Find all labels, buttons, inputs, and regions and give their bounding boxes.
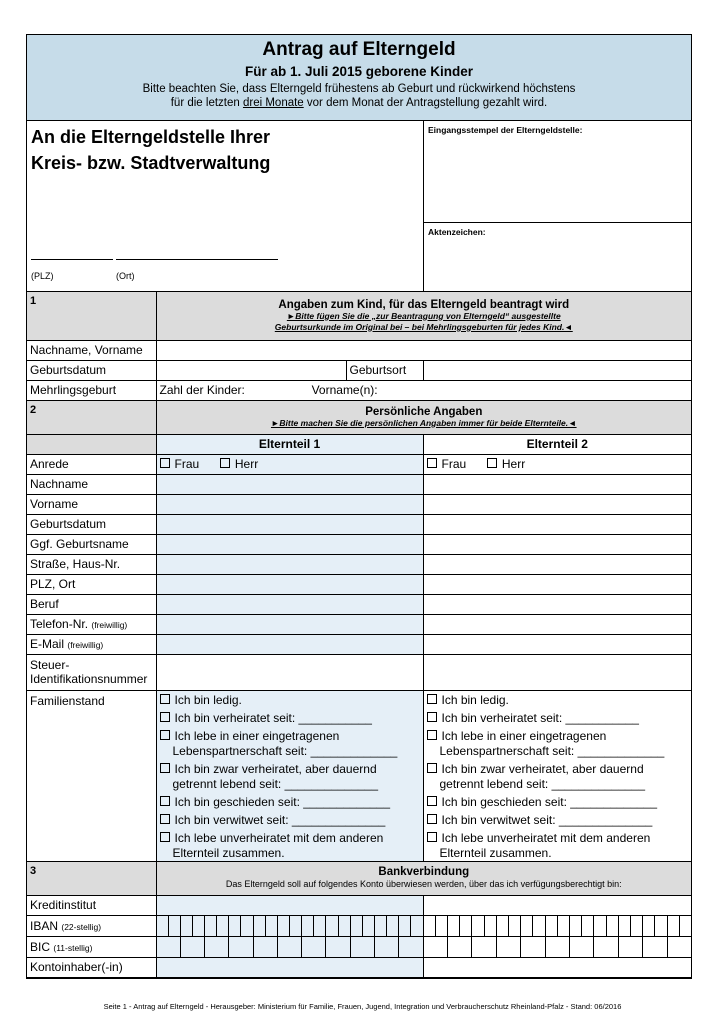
p1-partnerschaft-checkbox[interactable] [160,730,170,740]
parent2-vorname-input[interactable] [423,494,691,514]
plz-input[interactable] [31,259,113,260]
child-birthplace-label: Geburtsort [346,360,423,380]
email-label: E-Mail (freiwillig) [27,634,156,654]
child-birthdate-label: Geburtsdatum [27,360,156,380]
parent1-kontoinhaber-input[interactable] [156,957,423,977]
parent1-iban-boxes[interactable] [156,915,423,936]
parent2-strasse-input[interactable] [423,554,691,574]
section2-number: 2 [27,400,156,434]
parent2-email-input[interactable] [423,634,691,654]
parent2-geburtsdatum-input[interactable] [423,514,691,534]
strasse-label: Straße, Haus-Nr. [27,554,156,574]
parent1-frau-checkbox[interactable] [160,458,170,468]
nachname-label: Nachname [27,474,156,494]
vorname-label: Vorname [27,494,156,514]
telefon-label: Telefon-Nr. (freiwillig) [27,614,156,634]
child-name-input[interactable] [156,340,691,360]
p2-ledig-checkbox[interactable] [427,694,437,704]
parent1-plz-ort-input[interactable] [156,574,423,594]
form-title: Antrag auf Elterngeld [262,39,456,60]
child-birthdate-input[interactable] [156,360,346,380]
parent1-header: Elternteil 1 [156,434,423,454]
parent1-beruf-input[interactable] [156,594,423,614]
bic-label: BIC (11-stellig) [27,936,156,957]
parent2-bic-boxes[interactable] [423,936,691,957]
parent1-vorname-input[interactable] [156,494,423,514]
ort-label: (Ort) [116,271,135,281]
p1-geschieden-checkbox[interactable] [160,796,170,806]
multiple-birth-label: Mehrlingsgeburt [27,380,156,400]
p1-unverheiratet-checkbox[interactable] [160,832,170,842]
plz-ort-label: PLZ, Ort [27,574,156,594]
parent1-geburtsname-input[interactable] [156,534,423,554]
p2-partnerschaft-checkbox[interactable] [427,730,437,740]
parent2-steuer-id-boxes[interactable] [423,654,691,690]
kreditinstitut-label: Kreditinstitut [27,895,156,915]
parent-header-empty [27,434,156,454]
parent2-kreditinstitut-input[interactable] [423,895,691,915]
section3-number: 3 [27,861,156,895]
parent1-anrede: Frau Herr [156,454,423,474]
parent1-bic-boxes[interactable] [156,936,423,957]
children-count-label: Zahl der Kinder: [159,383,245,397]
parent1-herr-checkbox[interactable] [220,458,230,468]
beruf-label: Beruf [27,594,156,614]
recipient-title: An die Elterngeldstelle Ihrer Kreis- bzw. Stadtverwaltung [31,127,271,173]
section3-header: Bankverbindung Das Elterngeld soll auf folgendes Konto überwiesen werden, über das ich verfügungsberechtigt bin: [156,861,691,895]
parent1-nachname-input[interactable] [156,474,423,494]
parent2-geburtsname-input[interactable] [423,534,691,554]
section2-header: Persönliche Angaben ►Bitte machen Sie die persönlichen Angaben immer für beide Elternteile.◄ [156,400,691,434]
steuer-id-label: Steuer- Identifikationsnummer [27,654,156,690]
p1-ledig-checkbox[interactable] [160,694,170,704]
first-names-label: Vorname(n): [311,383,378,397]
header-note-line1: Bitte beachten Sie, dass Elterngeld frühestens ab Geburt und rückwirkend höchstens [142,83,576,95]
parent2-iban-boxes[interactable] [423,915,691,936]
parent2-kontoinhaber-input[interactable] [423,957,691,977]
multiple-birth-input[interactable] [156,380,691,400]
kontoinhaber-label: Kontoinhaber(-in) [27,957,156,977]
p1-verwitwet-checkbox[interactable] [160,814,170,824]
ort-input[interactable] [116,259,278,260]
iban-label: IBAN (22-stellig) [27,915,156,936]
p1-getrennt-checkbox[interactable] [160,763,170,773]
parent1-steuer-id-boxes[interactable] [156,654,423,690]
stamp-field: Eingangsstempel der Elterngeldstelle: [424,121,691,223]
geburtsdatum-label: Geburtsdatum [27,514,156,534]
parent2-plz-ort-input[interactable] [423,574,691,594]
address-block [27,121,691,292]
form-table [27,292,691,978]
parent2-familienstand: Ich bin ledig. Ich bin verheiratet seit: ___________ Ich lebe in einer eingetragenen Lebenspartnerschaft seit: _____________ Ich bin zwar verheiratet, aber dauernd getrennt lebend seit: ______________ Ich bin geschieden seit: _____________ Ich bin verwitwet seit: ______________ Ich lebe unverheiratet mit dem anderen Elternteil zusammen. [423,690,691,861]
plz-label: (PLZ) [31,271,54,281]
form-subtitle: Für ab 1. Juli 2015 geborene Kinder [244,64,474,79]
parent1-email-input[interactable] [156,634,423,654]
geburtsname-label: Ggf. Geburtsname [27,534,156,554]
parent2-anrede: Frau Herr [423,454,691,474]
parent2-beruf-input[interactable] [423,594,691,614]
p2-verwitwet-checkbox[interactable] [427,814,437,824]
anrede-label: Anrede [27,454,156,474]
form-header [27,35,691,121]
parent2-herr-checkbox[interactable] [487,458,497,468]
parent2-frau-checkbox[interactable] [427,458,437,468]
section1-number: 1 [27,292,156,340]
p2-verheiratet-checkbox[interactable] [427,712,437,722]
parent2-nachname-input[interactable] [423,474,691,494]
parent1-strasse-input[interactable] [156,554,423,574]
parent2-telefon-input[interactable] [423,614,691,634]
p2-geschieden-checkbox[interactable] [427,796,437,806]
child-birthplace-input[interactable] [423,360,691,380]
form-frame [26,34,692,979]
page-footer: Seite 1 - Antrag auf Elterngeld - Herausgeber: Ministerium für Familie, Frauen, Jugend, Integration und Verbraucherschutz Rheinland-Pfalz - Stand: 06/2016 [103,1002,622,1011]
parent1-familienstand: Ich bin ledig. Ich bin verheiratet seit: ___________ Ich lebe in einer eingetragenen Lebenspartnerschaft seit: _____________ Ich bin zwar verheiratet, aber dauernd getrennt lebend seit: ______________ Ich bin geschieden seit: _____________ Ich bin verwitwet seit: ______________ Ich lebe unverheiratet mit dem anderen Elternteil zusammen. [156,690,423,861]
parent1-geburtsdatum-input[interactable] [156,514,423,534]
p2-getrennt-checkbox[interactable] [427,763,437,773]
child-name-label: Nachname, Vorname [27,340,156,360]
section1-header: Angaben zum Kind, für das Elterngeld beantragt wird ►Bitte fügen Sie die „zur Beantragung von Elterngeld“ ausgestellte Geburtsurkunde im Original bei – bei Mehrlingsgeburten für jedes Kind.◄ [156,292,691,340]
parent1-kreditinstitut-input[interactable] [156,895,423,915]
office-use-area [424,121,691,291]
recipient-area [27,121,424,291]
header-note-line2: für die letzten drei Monate vor dem Monat der Antragstellung gezahlt wird. [170,97,548,109]
parent2-header: Elternteil 2 [423,434,691,454]
familienstand-label: Familienstand [27,690,156,861]
p1-verheiratet-checkbox[interactable] [160,712,170,722]
p2-unverheiratet-checkbox[interactable] [427,832,437,842]
aktenzeichen-field: Aktenzeichen: [428,227,486,237]
parent1-telefon-input[interactable] [156,614,423,634]
